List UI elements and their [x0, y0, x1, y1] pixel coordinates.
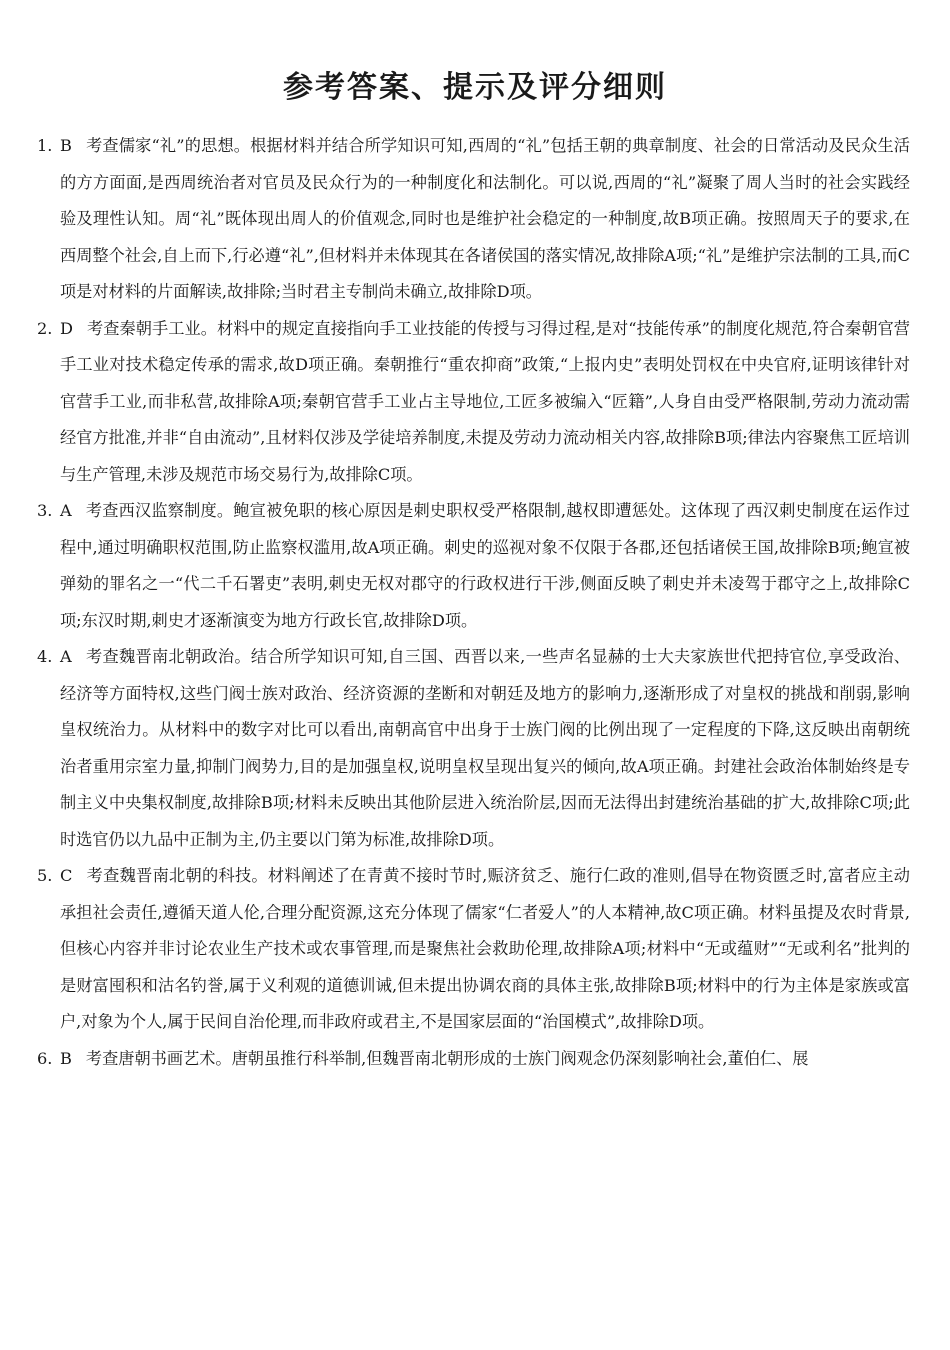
- answer-item-2: [37, 311, 910, 494]
- answer-key: C: [60, 866, 73, 885]
- item-number: 3.: [37, 501, 53, 520]
- item-number: 6.: [37, 1048, 53, 1068]
- explanation-text: 考查秦朝手工业。材料中的规定直接指向手工业技能的传授与习得过程,是对“技能传承”的制度化规范,符合秦朝官营手工业对技术稳定传承的需求,故D项正确。秦朝推行“重农抑商”政策,“上报内史”表明处罚权在中央官府,证明该律针对官营手工业,而非私营,故排除A项;秦朝官营手工业占主导地位,工匠多被编入“匠籍”,人身自由受严格限制,劳动力流动需经官方批准,并非“自由流动”,且材料仅涉及学徒培养制度,未提及劳动力流动相关内容,故排除B项;律法内容聚焦工匠培训与生产管理,未涉及规范市场交易行为,故排除C项。: [60, 318, 910, 484]
- item-number: 4.: [37, 647, 53, 666]
- answer-list: [37, 128, 910, 1077]
- explanation-text: 考查儒家“礼”的思想。根据材料并结合所学知识可知,西周的“礼”包括王朝的典章制度、社会的日常活动及民众生活的方方面面,是西周统治者对官员及民众行为的一种制度化和法制化。可以说,西周的“礼”凝聚了周人当时的社会实践经验及理性认知。周“礼”既体现出周人的价值观念,同时也是维护社会稳定的一种制度,故B项正确。按照周天子的要求,在西周整个社会,自上而下,行必遵“礼”,但材料并未体现其在各诸侯国的落实情况,故排除A项;“礼”是维护宗法制的工具,而C项是对材料的片面解读,故排除;当时君主专制尚未确立,故排除D项。: [60, 136, 910, 301]
- answer-key: B: [60, 136, 72, 155]
- answer-key: A: [60, 501, 72, 520]
- item-number: 1.: [37, 136, 53, 155]
- answer-item-3: [37, 493, 910, 639]
- item-number: 5.: [37, 866, 53, 885]
- answer-item-6: [37, 1041, 910, 1078]
- answer-key: B: [60, 1048, 72, 1068]
- explanation-text: 考查魏晋南北朝的科技。材料阐述了在青黄不接时节时,赈济贫乏、施行仁政的准则,倡导在物资匮乏时,富者应主动承担社会责任,遵循天道人伦,合理分配资源,这充分体现了儒家“仁者爱人”的人本精神,故C项正确。材料虽提及农时背景,但核心内容并非讨论农业生产技术或农事管理,而是聚焦社会救助伦理,故排除A项;材料中“无或蕴财”“无或利名”批判的是财富囤积和沽名钓誉,属于义利观的道德训诫,但未提出协调农商的具体主张,故排除B项;材料中的行为主体是家族或富户,对象为个人,属于民间自治伦理,而非政府或君主,不是国家层面的“治国模式”,故排除D项。: [60, 866, 910, 1031]
- answer-item-1: [37, 128, 910, 311]
- page-title: 参考答案、提示及评分细则: [283, 70, 667, 105]
- explanation-text: 考查唐朝书画艺术。唐朝虽推行科举制,但魏晋南北朝形成的士族门阀观念仍深刻影响社会,董伯仁、展: [85, 1048, 809, 1068]
- item-number: 2.: [37, 318, 53, 338]
- answer-key: D: [60, 318, 73, 338]
- answer-item-5: [37, 858, 910, 1041]
- answer-key: A: [60, 647, 72, 666]
- explanation-text: 考查魏晋南北朝政治。结合所学知识可知,自三国、西晋以来,一些声名显赫的士大夫家族世代把持官位,享受政治、经济等方面特权,这些门阀士族对政治、经济资源的垄断和对朝廷及地方的影响力,逐渐形成了对皇权的挑战和削弱,影响皇权统治力。从材料中的数字对比可以看出,南朝高官中出身于士族门阀的比例出现了一定程度的下降,这反映出南朝统治者重用宗室力量,抑制门阀势力,目的是加强皇权,说明皇权呈现出复兴的倾向,故A项正确。封建社会政治体制始终是专制主义中央集权制度,故排除B项;材料未反映出其他阶层进入统治阶层,因而无法得出封建统治基础的扩大,故排除C项;此时选官仍以九品中正制为主,仍主要以门第为标准,故排除D项。: [60, 647, 910, 849]
- answer-item-4: [37, 639, 910, 858]
- explanation-text: 考查西汉监察制度。鲍宣被免职的核心原因是刺史职权受严格限制,越权即遭惩处。这体现了西汉刺史制度在运作过程中,通过明确职权范围,防止监察权滥用,故A项正确。刺史的巡视对象不仅限于各郡,还包括诸侯王国,故排除B项;鲍宣被弹劾的罪名之一“代二千石署吏”表明,刺史无权对郡守的行政权进行干涉,侧面反映了刺史并未凌驾于郡守之上,故排除C项;东汉时期,刺史才逐渐演变为地方行政长官,故排除D项。: [60, 501, 910, 630]
